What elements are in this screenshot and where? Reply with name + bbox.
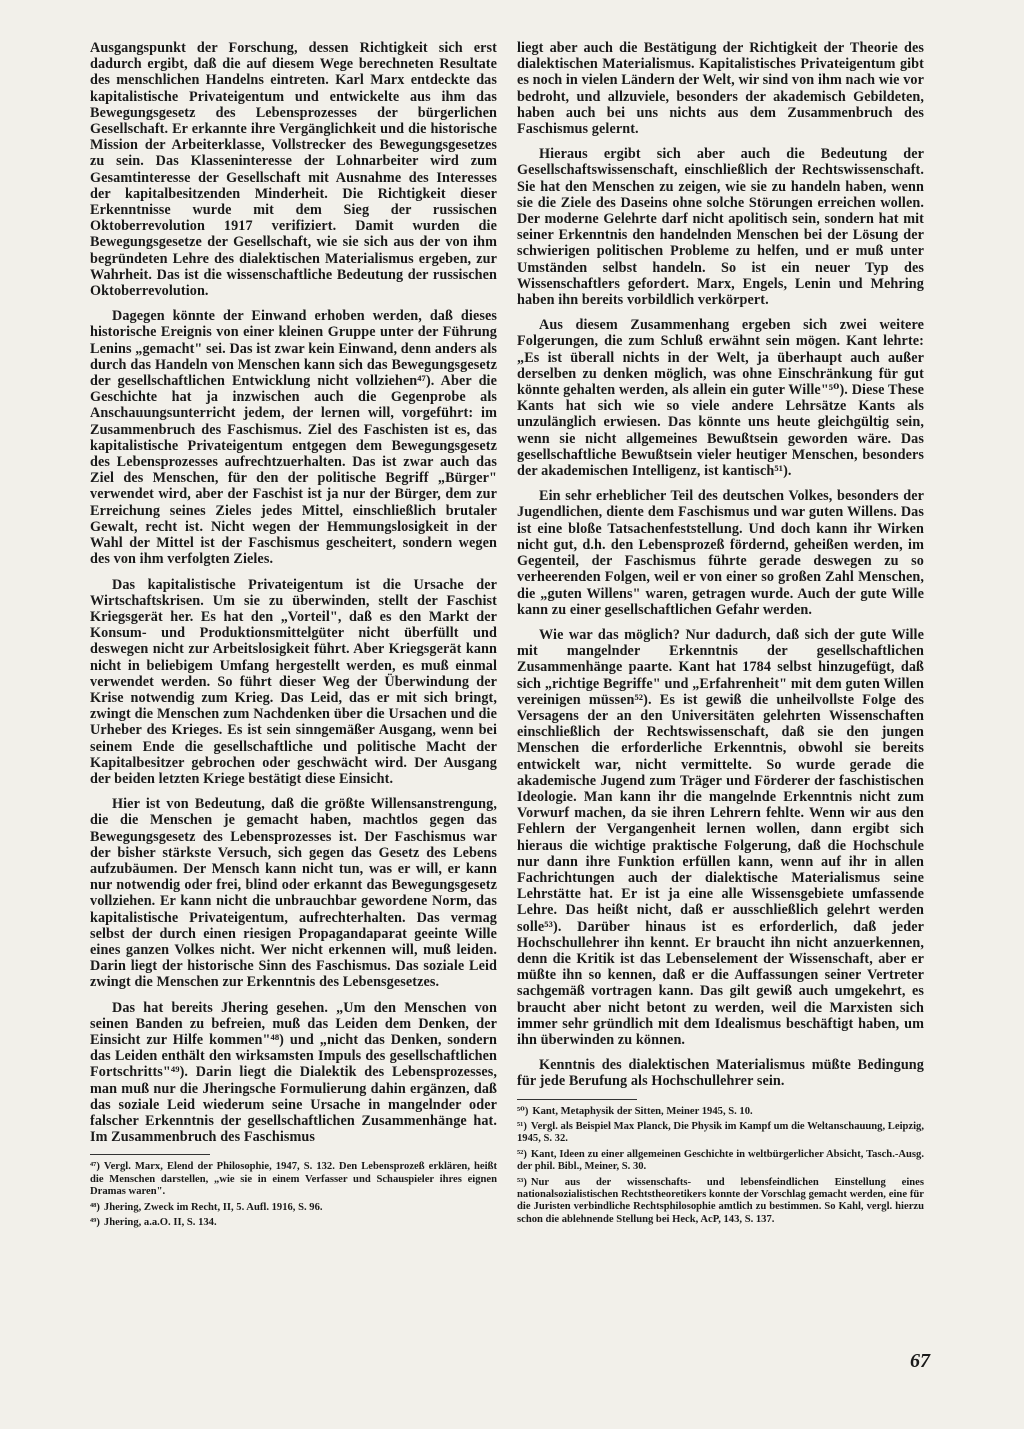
- paragraph: Hier ist von Bedeutung, daß die größte Willensanstrengung, die die Menschen je gemacht haben, machtlos gegen das Bewegungsgesetz des Lebensprozesses ist. Der Faschismus war der bisher stärkste Versuch, sich gegen das Gesetz des Lebens aufzubäumen. Der Mensch kann nicht tun, was er will, er kann nur notwendig oder frei, blind oder erkannt das Bewegungsgesetz vollziehen. Er kann nicht die unbrauchbar gewordene Norm, das kapitalistische Privateigentum, aufrechterhalten. Das vermag selbst der durch einen riesigen Propagandaparat geeinte Wille eines ganzen Volkes nicht. Wer nicht erkennen will, muß leiden. Darin liegt der historische Sinn des Faschismus. Das soziale Leid zwingt die Menschen zur Erkenntnis des Lebensgesetzes.: [90, 796, 497, 991]
- footnote-divider: [517, 1099, 637, 1100]
- footnote-text: Kant, Metaphysik der Sitten, Meiner 1945, S. 10.: [532, 1105, 753, 1117]
- footnote: [517, 1177, 924, 1227]
- footnote-number: ⁴⁷): [90, 1161, 100, 1173]
- footnote-number: ⁵³): [517, 1176, 527, 1188]
- paragraph: Das kapitalistische Privateigentum ist die Ursache der Wirtschaftskrisen. Um sie zu überwinden, stellt der Faschist Kriegsgerät her. Es hat den „Vorteil", daß es den Markt der Konsum- und Produktionsmittelgüter nicht überfüllt und deswegen nicht zur Arbeitslosigkeit führt. Aber Kriegsgerät kann nicht in beliebigem Umfang hergestellt werden, es muß einmal verwendet werden. So führt dieser Weg der Überwindung der Krise notwendig zum Krieg. Das Leid, das er mit sich bringt, zwingt die Menschen zum Nachdenken über die Ursachen und die Urheber des Krieges. Es ist sein sinngemäßer Ausgang, wenn bei seinem Ende die gesellschaftliche und politische Macht der Kapitalbesitzer gebrochen oder geschwächt wird. Der Ausgang der beiden letzten Kriege bestätigt diese Einsicht.: [90, 576, 497, 787]
- footnote-text: Vergl. Marx, Elend der Philosophie, 1947, S. 132. Den Lebensprozeß erklären, heißt die Menschen darstellen, „wie sie in einem Verfasser und Schauspieler ihres eignen Dramas waren".: [90, 1161, 497, 1198]
- footnote-divider: [90, 1154, 210, 1155]
- footnote: [90, 1202, 497, 1214]
- footnote-number: ⁴⁹): [90, 1217, 100, 1229]
- footnote-number: ⁵²): [517, 1148, 527, 1160]
- paragraph: Dagegen könnte der Einwand erhoben werden, daß dieses historische Ereignis von einer kleinen Gruppe unter der Führung Lenins „gemacht" sei. Das ist zwar kein Einwand, denn anders als durch das Handeln von Menschen kann sich das Bewegungsgesetz der gesellschaftlichen Entwicklung nicht vollziehen⁴⁷). Aber die Geschichte hat ja inzwischen auch die Gegenprobe als Anschauungsunterricht jedem, der lernen will, vorgeführt: im Zusammenbruch des Faschismus. Ziel des Faschisten ist es, das kapitalistische Privateigentum entgegen dem Bewegungsgesetz des Lebensprozesses aufrechtzuerhalten. Das ist zwar auch das Ziel des Menschen, für den der politische Begriff „Bürger" verwendet wird, aber der Faschist ist ja nur der Bürger, dem zur Erreichung seines Zieles jedes Mittel, einschließlich brutaler Gewalt, recht ist. Nicht wegen der Hemmungslosigkeit in der Wahl der Mittel ist der Faschismus gescheitert, sondern wegen des von ihm verfolgten Zieles.: [90, 308, 497, 568]
- right-column: [517, 40, 924, 1229]
- footnote: [90, 1161, 497, 1198]
- footnote: [517, 1106, 924, 1118]
- footnote-text: Jhering, Zweck im Recht, II, 5. Aufl. 1916, S. 96.: [103, 1201, 323, 1213]
- left-column: [90, 40, 497, 1232]
- paragraph: Wie war das möglich? Nur dadurch, daß sich der gute Wille mit mangelnder Erkenntnis der gesellschaftlichen Zusammenhänge paarte. Kant hat 1784 selbst hinzugefügt, daß sich „richtige Begriffe" und „Erfahrenheit" mit dem guten Willen vereinigen müssen⁵²). Es ist gewiß die unheilvollste Folge des Versagens der an den Universitäten gelehrten Wissenschaften einschließlich der Rechtswissenschaft, daß sie den jungen Menschen die erforderliche Erkenntnis, obwohl sie bereits entwickelt war, nicht vermittelte. So wurde gerade die akademische Jugend zum Träger und Förderer der faschistischen Ideologie. Man kann ihr die mangelnde Erkenntnis nicht zum Vorwurf machen, da sie ihren Lehrern fehlte. Wenn wir aus den Fehlern der Vergangenheit lernen wollen, dann ergibt sich hieraus die wichtige praktische Folgerung, daß die Hochschule nur dann ihre Funktion erfüllen kann, wenn auf ihr in allen Fachrichtungen auch der dialektische Materialismus seine Lehrstätte hat. Er ist ja eine alle Wissensgebiete umfassende Lehre. Das heißt nicht, daß er ausschließlich gelehrt werden solle⁵³). Darüber hinaus ist es erforderlich, daß jeder Hochschullehrer ihn kennt. Er braucht ihn nicht anzuerkennen, denn die Kritik ist das Lebenselement der Wissenschaft, aber er müßte ihn so kennen, daß er die Auffassungen seiner Vertreter sachgemäß vortragen kann. Das gilt gewiß auch umgekehrt, es braucht aber nicht betont zu werden, weil die Marxisten sich immer sehr gründlich mit dem Idealismus beschäftigt haben, um ihn überwinden zu können.: [517, 626, 924, 1048]
- footnote-number: ⁴⁸): [90, 1201, 100, 1213]
- footnote-number: ⁵⁰): [517, 1105, 529, 1117]
- footnote-number: ⁵¹): [517, 1121, 527, 1132]
- footnote-text: Nur aus der wissenschafts- und lebensfeindlichen Einstellung eines nationalsozialistischen Rechtstheoretikers konnte der Vorschlag gemacht werden, eine für die Juristen verbindliche Rechtsphilosophie amtlich zu bestimmen. So Kahl, vergl. hierzu schon die ablehnende Stellung bei Heck, AcP, 143, S. 137.: [517, 1176, 924, 1225]
- paragraph: Aus diesem Zusammenhang ergeben sich zwei weitere Folgerungen, die zum Schluß erwähnt sein mögen. Kant lehrte: „Es ist überall nichts in der Welt, ja überhaupt auch außer derselben zu denken möglich, was ohne Einschränkung für gut könnte gehalten werden, als allein ein guter Wille"⁵⁰). Diese These Kants hat sich wie so viele andere Lehrsätze Kants als unzulänglich erwiesen. Das könnte uns heute gleichgültig sein, wenn sie nicht allgemeines Bewußtsein geworden wäre. Das gesellschaftliche Bewußtsein vieler heutiger Menschen, besonders der akademischen Intelligenz, ist kantisch⁵¹).: [517, 317, 924, 480]
- paragraph: Kenntnis des dialektischen Materialismus müßte Bedingung für jede Berufung als Hochschullehrer sein.: [517, 1057, 924, 1090]
- paragraph: liegt aber auch die Bestätigung der Richtigkeit der Theorie des dialektischen Materialismus. Kapitalistisches Privateigentum gibt es noch in vielen Ländern der Welt, wir sind von ihm nach wie vor bedroht, und allzuviele, besonders der akademisch Gebildeten, haben auch bei uns nichts aus dem Zusammenbruch des Faschismus gelernt.: [517, 40, 924, 138]
- footnote-text: Vergl. als Beispiel Max Planck, Die Physik im Kampf um die Weltanschauung, Leipzig, 1945, S. 32.: [517, 1121, 924, 1145]
- footnote: [517, 1149, 924, 1174]
- page-number: 67: [910, 1350, 930, 1372]
- footnote-text: Jhering, a.a.O. II, S. 134.: [103, 1217, 217, 1229]
- paragraph: Ausgangspunkt der Forschung, dessen Richtigkeit sich erst dadurch ergibt, daß die auf diesem Wege berechneten Resultate des menschlichen Handelns eintreten. Karl Marx entdeckte das kapitalistische Privateigentum und entwickelte aus ihm das Bewegungsgesetz des Lebensprozesses der bürgerlichen Gesellschaft. Er erkannte ihre Vergänglichkeit und die historische Mission der Arbeiterklasse, Vollstrecker des Bewegungsgesetzes zu sein. Das Klasseninteresse der Lohnarbeiter wird zum Gesamtinteresse der Gesellschaft mit Ausnahme des Interesses der kapitalbesitzenden Minderheit. Die Richtigkeit dieser Erkenntnisse wurde mit dem Sieg der russischen Oktoberrevolution 1917 verifiziert. Damit wurden die Bewegungsgesetze der Gesellschaft, wie sie sich aus der von ihm begründeten Lehre des dialektischen Materialismus ergeben, zur Wahrheit. Das ist die wissenschaftliche Bedeutung der russischen Oktoberrevolution.: [90, 40, 497, 300]
- footnote: [517, 1121, 924, 1146]
- paragraph: Hieraus ergibt sich aber auch die Bedeutung der Gesellschaftswissenschaft, einschließlich der Rechtswissenschaft. Sie hat den Menschen zu zeigen, wie sie zu handeln haben, wenn sie die Ziele des Daseins ohne solche Störungen erreichen wollen. Der moderne Gelehrte darf nicht apolitisch sein, sondern hat mit seiner Erkenntnis den handelnden Menschen bei der Lösung der schwierigen politischen Probleme zu helfen, und er muß unter Umständen selbst handeln. So ist ein neuer Typ des Wissenschaftlers gefordert. Marx, Engels, Lenin und Mehring haben ihn bereits vorbildlich verkörpert.: [517, 146, 924, 309]
- footnote-text: Kant, Ideen zu einer allgemeinen Geschichte in weltbürgerlicher Absicht, Tasch.-Ausg. der phil. Bibl., Meiner, S. 30.: [517, 1148, 924, 1173]
- footnote: [90, 1217, 497, 1229]
- paragraph: Das hat bereits Jhering gesehen. „Um den Menschen von seinen Banden zu befreien, muß das Leiden dem Denken, der Einsicht zur Hilfe kommen"⁴⁸) und „nicht das Denken, sondern das Leiden enthält den wirksamsten Impuls des gesellschaftlichen Fortschritts"⁴⁹). Darin liegt die Dialektik des Lebensprozesses, man muß nur die Jheringsche Formulierung dahin ergänzen, daß das soziale Leid wiederum seine Ursache in mangelnder oder falscher Erkenntnis der gesellschaftlichen Zusammenhänge hat. Im Zusammenbruch des Faschismus: [90, 999, 497, 1146]
- paragraph: Ein sehr erheblicher Teil des deutschen Volkes, besonders der Jugendlichen, diente dem Faschismus und war guten Willens. Das ist eine bloße Tatsachenfeststellung. Und doch kann ihr Wirken nicht gut, d.h. den Lebensprozeß fördernd, geheißen werden, im Gegenteil, der Faschismus führte gerade deswegen zu so verheerenden Folgen, weil er von einer so großen Zahl Menschen, die „guten Willens" waren, getragen wurde. Auch der gute Wille kann zu einer gesellschaftlichen Gefahr werden.: [517, 488, 924, 618]
